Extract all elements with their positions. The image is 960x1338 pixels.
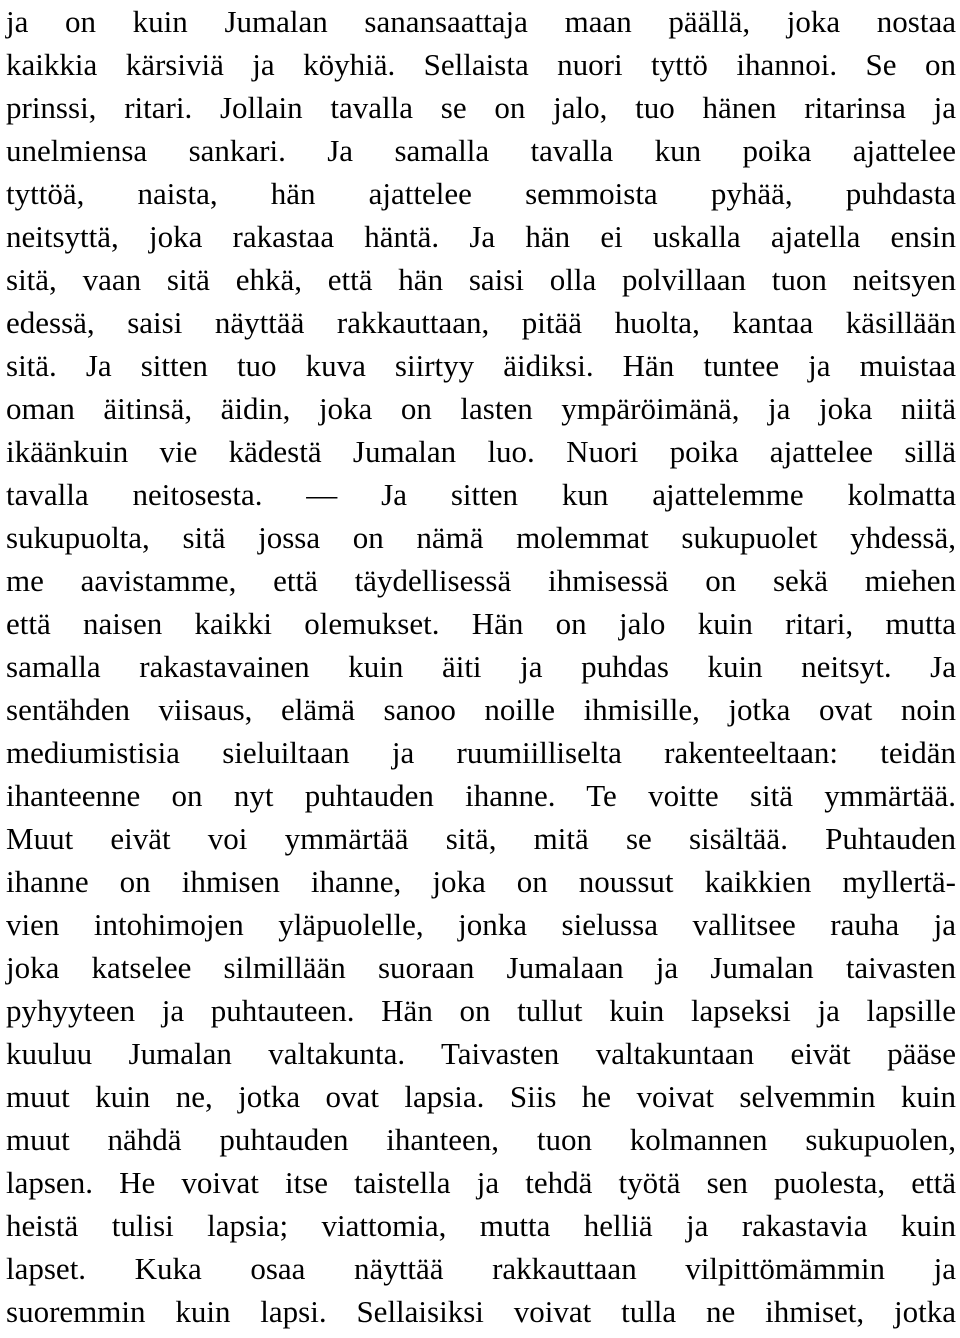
text-line: mediumistisia sieluiltaan ja ruumiilliselta rakenteeltaan: teidän [6,735,956,770]
text-line: unelmiensa sankari. Ja samalla tavalla kun poika ajattelee [6,133,956,168]
text-line: kaikkia kärsiviä ja köyhiä. Sellaista nuori tyttö ihannoi. Se on [6,47,956,82]
text-line: sitä, vaan sitä ehkä, että hän saisi olla polvillaan tuon neitsyen [6,262,956,297]
text-line: suoremmin kuin lapsi. Sellaisiksi voivat tulla ne ihmiset, jotka [6,1294,956,1329]
text-line: edessä, saisi näyttää rakkauttaan, pitää huolta, kantaa käsillään [6,305,956,340]
text-line: ikäänkuin vie kädestä Jumalan luo. Nuori poika ajattelee sillä [6,434,956,469]
text-line: lapsen. He voivat itse taistella ja tehdä työtä sen puolesta, että [6,1165,956,1200]
text-line: samalla rakastavainen kuin äiti ja puhdas kuin neitsyt. Ja [6,649,956,684]
text-line: kuuluu Jumalan valtakunta. Taivasten valtakuntaan eivät pääse [6,1036,956,1071]
text-line: vien intohimojen yläpuolelle, jonka sielussa vallitsee rauha ja [6,907,956,942]
text-line: lapset. Kuka osaa näyttää rakkauttaan vilpittömämmin ja [6,1251,956,1286]
text-line: tavalla neitosesta. — Ja sitten kun ajattelemme kolmatta [6,477,956,512]
text-line: ihanteenne on nyt puhtauden ihanne. Te voitte sitä ymmärtää. [6,778,956,813]
text-line: Muut eivät voi ymmärtää sitä, mitä se sisältää. Puhtauden [6,821,956,856]
text-line: ja on kuin Jumalan sanansaattaja maan päällä, joka nostaa [6,4,956,39]
text-line: pyhyyteen ja puhtauteen. Hän on tullut kuin lapseksi ja lapsille [6,993,956,1028]
text-line: sentähden viisaus, elämä sanoo noille ihmisille, jotka ovat noin [6,692,956,727]
text-line: tyttöä, naista, hän ajattelee semmoista pyhää, puhdasta [6,176,956,211]
text-line: heistä tulisi lapsia; viattomia, mutta helliä ja rakastavia kuin [6,1208,956,1243]
text-line: me aavistamme, että täydellisessä ihmisessä on sekä miehen [6,563,956,598]
text-line: muut kuin ne, jotka ovat lapsia. Siis he voivat selvemmin kuin [6,1079,956,1114]
text-line: neitsyttä, joka rakastaa häntä. Ja hän ei uskalla ajatella ensin [6,219,956,254]
text-line: prinssi, ritari. Jollain tavalla se on jalo, tuo hänen ritarinsa ja [6,90,956,125]
text-line: sitä. Ja sitten tuo kuva siirtyy äidiksi. Hän tuntee ja muistaa [6,348,956,383]
text-line: muut nähdä puhtauden ihanteen, tuon kolmannen sukupuolen, [6,1122,956,1157]
text-line: oman äitinsä, äidin, joka on lasten ympäröimänä, ja joka niitä [6,391,956,426]
text-line: joka katselee silmillään suoraan Jumalaan ja Jumalan taivasten [6,950,956,985]
text-line: että naisen kaikki olemukset. Hän on jalo kuin ritari, mutta [6,606,956,641]
text-line: ihanne on ihmisen ihanne, joka on noussut kaikkien myllertä- [6,864,956,899]
text-line: sukupuolta, sitä jossa on nämä molemmat sukupuolet yhdessä, [6,520,956,555]
